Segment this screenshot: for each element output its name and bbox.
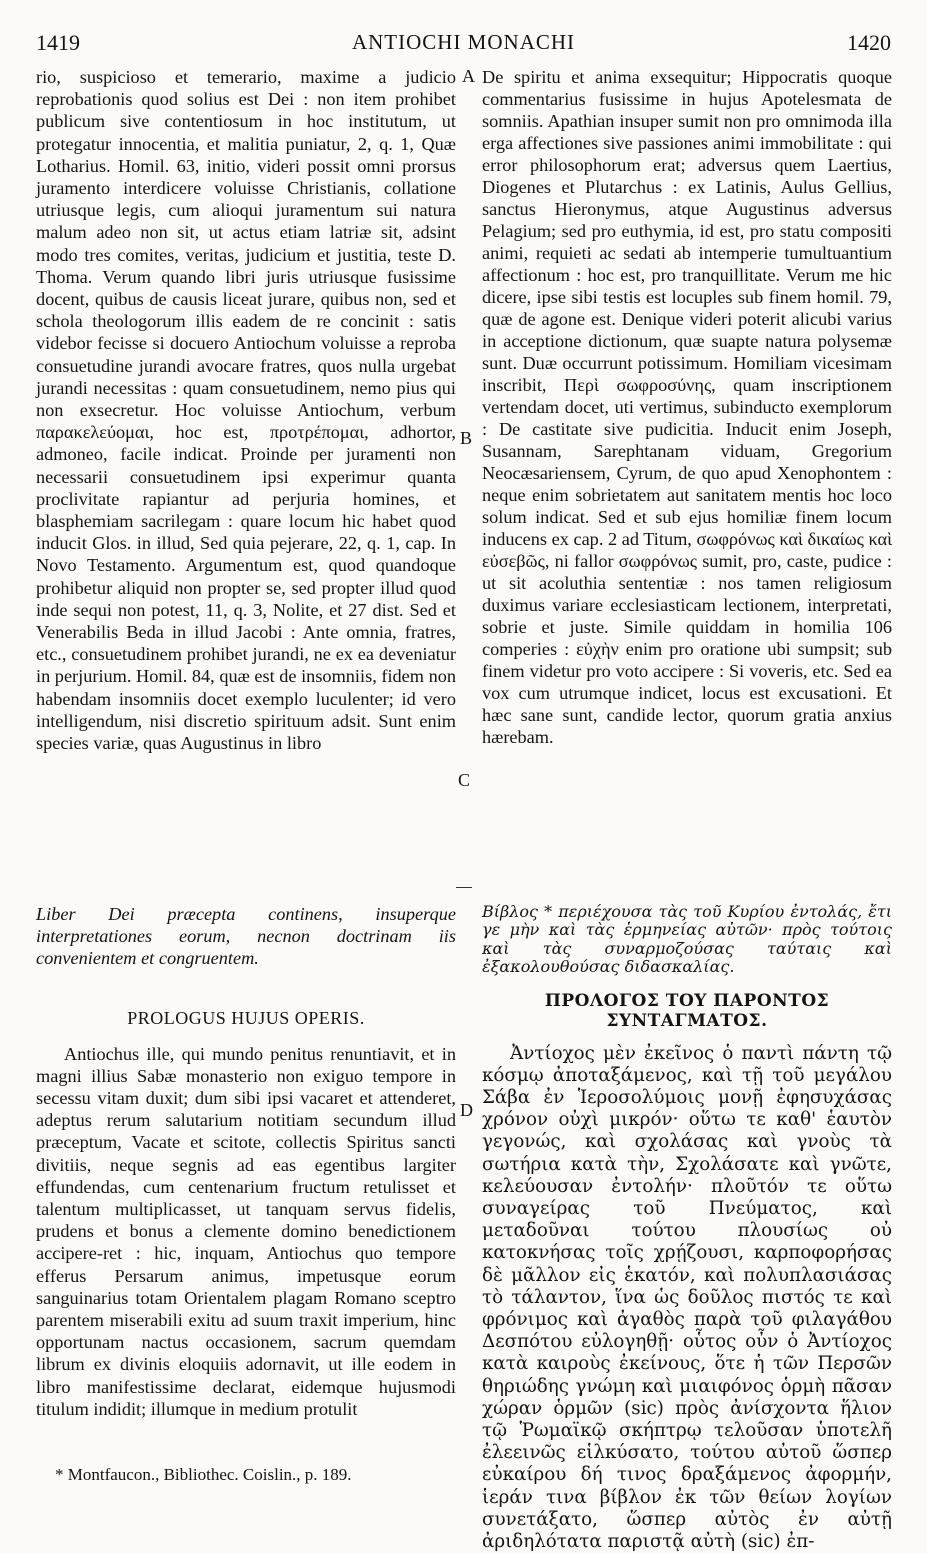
latin-prologue-heading: PROLOGUS HUJUS OPERIS. xyxy=(127,1007,365,1028)
greek-book-subtitle: Βίβλος * περιέχουσα τὰς τοῦ Κυρίου ἐντολάς, ἔτι γε μὴν καὶ τὰς ἑρμηνείας αὐτῶν· πρὸς τούτοις καὶ τὰς συναρμοζούσας ταύταις καὶ ἐξακολουθούσας διδασκαλίας. xyxy=(482,902,892,977)
left-column-bottom xyxy=(36,903,456,1420)
margin-marker-a: A xyxy=(462,66,475,86)
left-column-top xyxy=(36,66,456,754)
margin-marker-d: D xyxy=(460,1100,473,1120)
greek-prologue-text: Ἀντίοχος μὲν ἐκεῖνος ὁ παντὶ πάντη τῷ κόσμῳ ἀποταξάμενος, καὶ τῇ τοῦ μεγάλου Σάβα ἐν Ἱεροσολύμοις μονῇ ἐφησυχάσας χρόνον οὐχὶ μικρόν· οὕτω τε καθ' ἑαυτὸν γεγονώς, καὶ σχολάσας καὶ γνοὺς τὰ σωτήρια κατὰ τὴν, Σχολάσατε καὶ γνῶτε, κελεύουσαν ἐντολήν· πλοῦτόν τε οὕτω συναγείρας τοῦ Πνεύματος, καὶ μεταδοῦναι τούτου πλουσίως οὐ κατοκνήσας τοῖς χρῄζουσι, καρποφορήσας δὲ μᾶλλον εἰς ἑκατόν, καὶ πολυπλασιάσας τὸ τάλαντον, ἵνα ὡς δοῦλος πιστός τε καὶ φρόνιμος καὶ ἀγαθὸς παρὰ τοῦ φιλαγάθου Δεσπότου εὐλογηθῇ· οὗτος οὖν ὁ Ἀντίοχος κατὰ καιροὺς ἐκείνους, ὅτε ἡ τῶν Περσῶν θηριώδης γνώμη καὶ μιαιφόνος ὁρμὴ πᾶσαν χώραν ὁρμῶν (sic) πρὸς ἀνίσχοντα ἥλιον τῷ Ῥωμαϊκῷ σκήπτρῳ τελοῦσαν ὑποτελῆ ἐλεεινῶς εἱλκύσατο, τούτου αὐτοῦ ὥσπερ εὐκαίρου δή τινος δραξάμενος ἀφορμήν, ἱεράν τινα βίβλον ἐκ τῶν θείων λογίων συνετάξατο, ὥσπερ αὐτὸς ἐν αὐτῇ ἀριδηλότατα παριστᾷ αὐτὴ (sic) ἐπ- xyxy=(482,1042,892,1553)
right-column-bottom xyxy=(482,903,892,1553)
margin-marker-c: C xyxy=(458,770,471,790)
left-top-text: rio, suspicioso et temerario, maxime a judicio reprobationis quod solius est Dei : non item prohibet publicum sive contentiosum in hoc institutum, ut protegatur innocentia, et malitia puniatur, 2, q. 1, Quæ Lotharius. Homil. 63, initio, videri possit omni prorsus juramento interdicere voluisse Christianis, collatione utriusque legis, cum alioqui juramentum sui natura malum adeo non sit, ut actus etiam latriæ sit, adsint modo tres comites, veritas, judicium et justitia, teste D. Thoma. Verum quando libri juris utriusque fusissime docent, quibus de causis liceat jurare, quibus non, sed et schola theologorum illis eadem de re concinit : satis videbor fecisse si docuero Antiochum voluisse a reproba consuetudine jurandi avocare fratres, quos nulla urgebat jurandi necessitas : quam consuetudinem, nemo pius qui non exsecretur. Hoc voluisse Antiochum, verbum παρακελεύομαι, hoc est, προτρέπομαι, adhortor, admoneo, facile indicat. Proinde per juramenti non necessarii consuetudinem ipsi experimur quanta proclivitate rapiantur ad perjuria homines, et blasphemiam sacrilegam : quare locum hic habet quod inducit Glos. in illud, Sed quia pejerare, 22, q. 1, cap. In Novo Testamento. Argumentum est, quod quandoque prohibetur aliquid non propter se, sed propter illud quod inde sequi non potest, 11, q. 3, Nolite, et 27 dist. Sed et Venerabilis Beda in illud Jacobi : Ante omnia, fratres, etc., consuetudinem prohibet jurandi, ne ex ea deveniatur in perjurium. Homil. 84, quæ est de insomniis, fidem non habendam insomniis docet exemplo luculenter; id vero intelligendum, nisi discretio spirituum adsit. Sunt enim species variæ, quas Augustinus in libro xyxy=(36,67,456,754)
page-number-left: 1419 xyxy=(36,30,80,55)
margin-marker-b: B xyxy=(460,428,473,448)
page-number-right: 1420 xyxy=(847,30,891,55)
section-divider xyxy=(456,887,472,888)
running-title: ANTIOCHI MONACHI xyxy=(351,30,576,54)
greek-prologue-heading: ΠΡΟΛΟΓΟΣ ΤΟΥ ΠΑΡΟΝΤΟΣ ΣΥΝΤΑΓΜΑΤΟΣ. xyxy=(544,990,830,1031)
right-top-text: De spiritu et anima exsequitur; Hippocratis quoque commentarius fusissime in hujus Apotelesmata de somniis. Apathian insuper sumit non pro omnimoda illa erga affectiones sive passiones animi immobilitate : qui error philosophorum erat; adversus quem Laertius, Diogenes et Plutarchus : ex Latinis, Aulus Gellius, sanctus Hieronymus, atque Augustinus adversus Pelagium; sed pro euthymia, id est, pro statu compositi animi, requieti ac sedati ab intemperie tumultuantium affectionum : hoc est, pro tranquillitate. Verum me hic dicere, ipse sibi testis est locuples sub finem homil. 79, quæ de agone est. Denique videri poterit alicubi varius in acceptione dictionum, quæ suapte natura polysemæ sunt. Duæ occurrunt potissimum. Homiliam vicesimam inscribit, Περὶ σωφροσύνης, quam inscriptionem vertendam docet, uti vertimus, subinducto exemplorum : De castitate sive pudicitia. Inducit enim Joseph, Susannam, Sarephtanam viduam, Gregorium Neocæsariensem, Cyrum, de quo apud Xenophontem : neque enim sobrietatem aut sanitatem mentis hoc loco solum indicat. Sed et sub ejus homiliæ finem locum inducens ex cap. 2 ad Titum, σωφρόνως καὶ δικαίως καὶ εὐσεβῶς, ni fallor σωφρόνως sumit, pro, caste, pudice : ut sit acoluthia sententiæ : nos tamen religiosum duximus variare ecclesiasticam lectionem, interpretati, sobrie et juste. Simile quiddam in homilia 106 comperies : εὐχὴν enim pro oratione ubi sumpsit; sub finem videtur pro voto accipere : Si voveris, etc. Sed ea vox cum utrumque indicet, locus est excusationi. Et hæc sane sunt, candide lector, quorum gratia anxius hærebam. xyxy=(482,67,892,747)
footnote: * Montfaucon., Bibliothec. Coislin., p. 189. xyxy=(55,1465,352,1484)
latin-book-subtitle: Liber Dei præcepta continens, insuperque interpretationes eorum, necnon doctrinam iis convenientem et congruentem. xyxy=(36,904,456,969)
latin-prologue-text: Antiochus ille, qui mundo penitus renuntiavit, et in magni illius Sabæ monasterio non exiguo tempore in secessu vitam duxit; dum sibi ipsi vacaret et attenderet, adeptus rerum salutarium notitiam secundum illud præceptum, Vacate et scitote, collectis Spiritus sancti divitiis, neque segnis ad eas egentibus largiter effundendas, cum centenarium fructum retulisset et talentum multiplicasset, ut tanquam servus fidelis, prudens et bonus a clemente domino benedictionem accipere-ret : hic, inquam, Antiochus quo tempore efferus Persarum animus, impetusque eorum sanguinarius totam Orientalem plagam Romano sceptro parentem miserabili exitu ad suum traxit imperium, hinc opportunam nactus occasionem, sacrum quemdam librum ex divinis eloquiis adornavit, ut ille eodem in libro manifestissime declarat, eidemque hujusmodi titulum indidit; illumque in medium protulit xyxy=(36,1043,456,1419)
right-column-top xyxy=(482,66,892,748)
page-header xyxy=(36,30,891,64)
